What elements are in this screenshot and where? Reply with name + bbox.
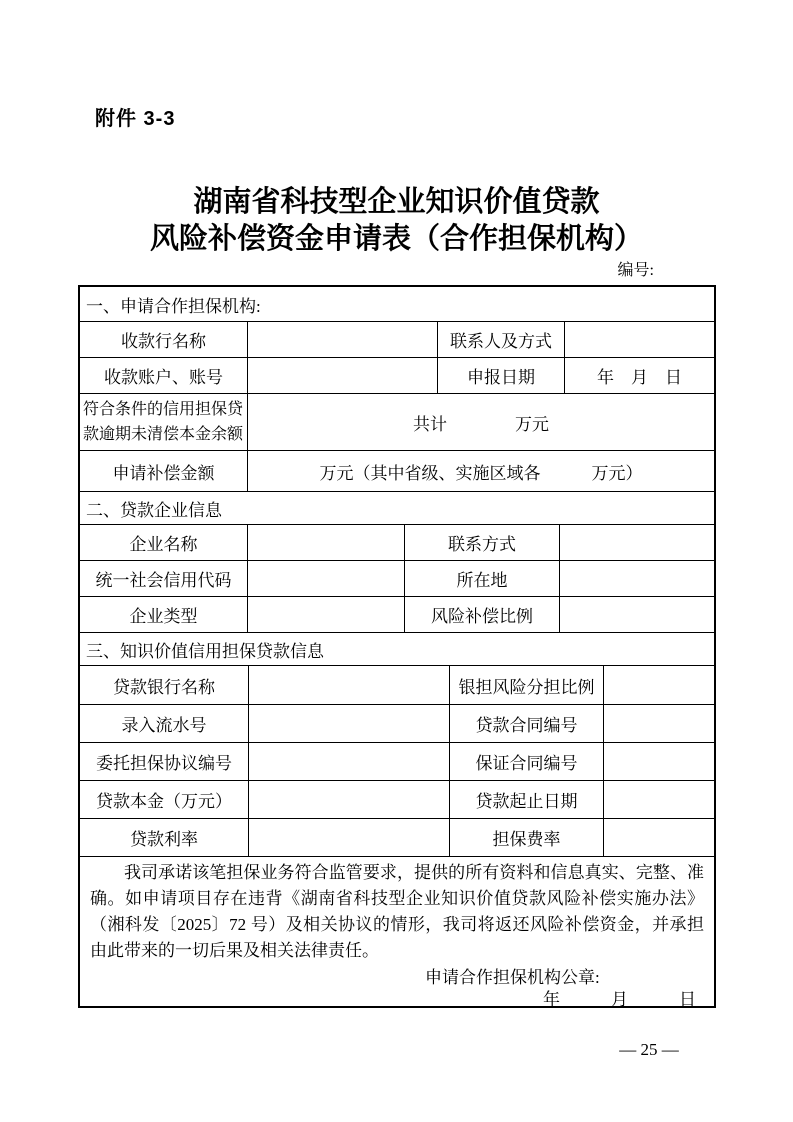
field-label: 保证合同编号 bbox=[450, 743, 604, 780]
field-value bbox=[249, 819, 450, 856]
field-value bbox=[604, 666, 714, 704]
field-label: 贷款利率 bbox=[80, 819, 249, 856]
field-value bbox=[248, 358, 438, 393]
field-label: 录入流水号 bbox=[80, 705, 249, 742]
field-label: 申报日期 bbox=[438, 358, 565, 393]
field-label: 所在地 bbox=[405, 561, 560, 596]
field-value: 共计 万元 bbox=[413, 414, 549, 434]
table-row bbox=[80, 358, 714, 394]
section-1-header: 一、申请合作担保机构: bbox=[80, 287, 714, 322]
form-title-line2: 风险补偿资金申请表（合作担保机构） bbox=[149, 223, 643, 255]
field-value bbox=[249, 743, 450, 780]
field-value: 万元（其中省级、实施区域各 万元） bbox=[319, 463, 643, 483]
field-value bbox=[248, 561, 405, 596]
number-label: 编号: bbox=[617, 262, 654, 279]
field-label: 符合条件的信用担保贷款逾期未清偿本金余额 bbox=[80, 394, 248, 450]
field-label: 申请补偿金额 bbox=[80, 451, 248, 491]
form-title-line1: 湖南省科技型企业知识价值贷款 bbox=[193, 186, 600, 218]
application-form-table bbox=[78, 285, 716, 1008]
field-label: 统一社会信用代码 bbox=[80, 561, 248, 596]
section-3-header: 三、知识价值信用担保贷款信息 bbox=[80, 633, 714, 666]
field-value bbox=[565, 322, 714, 357]
table-row bbox=[80, 451, 714, 492]
field-label: 联系方式 bbox=[405, 525, 560, 560]
field-label: 贷款起止日期 bbox=[450, 781, 604, 818]
table-row bbox=[80, 857, 714, 1006]
field-value bbox=[560, 561, 714, 596]
field-label: 企业类型 bbox=[80, 597, 248, 632]
page-number: — 25 — bbox=[619, 1040, 679, 1059]
table-row bbox=[80, 597, 714, 633]
field-label: 委托担保协议编号 bbox=[80, 743, 249, 780]
field-label: 企业名称 bbox=[80, 525, 248, 560]
declaration-block bbox=[80, 857, 714, 1006]
form-title bbox=[0, 184, 793, 258]
field-value bbox=[604, 743, 714, 780]
field-value bbox=[248, 525, 405, 560]
field-value bbox=[560, 597, 714, 632]
field-label: 风险补偿比例 bbox=[405, 597, 560, 632]
field-value bbox=[249, 781, 450, 818]
field-value bbox=[604, 705, 714, 742]
field-label: 贷款合同编号 bbox=[450, 705, 604, 742]
field-value bbox=[249, 666, 450, 704]
field-value bbox=[560, 525, 714, 560]
field-label: 贷款银行名称 bbox=[80, 666, 249, 704]
table-row bbox=[80, 705, 714, 743]
field-value bbox=[249, 705, 450, 742]
field-label: 贷款本金（万元） bbox=[80, 781, 249, 818]
field-value bbox=[604, 819, 714, 856]
table-row bbox=[80, 781, 714, 819]
field-value bbox=[604, 781, 714, 818]
section-2-header: 二、贷款企业信息 bbox=[80, 492, 714, 525]
table-row bbox=[80, 819, 714, 857]
table-row bbox=[80, 743, 714, 781]
field-value: 年 月 日 bbox=[597, 368, 682, 387]
declaration-paragraph: 我司承诺该笔担保业务符合监管要求，提供的所有资料和信息真实、完整、准确。如申请项目存在违背《湖南省科技型企业知识价值贷款风险补偿实施办法》（湘科发〔2025〕72 号）及相关协议的情形，我司将返还风险补偿资金，并承担由此带来的一切后果及相关法律责任。 bbox=[90, 863, 704, 960]
attachment-label: 附件 3-3 bbox=[95, 108, 176, 130]
field-value bbox=[248, 597, 405, 632]
field-label: 收款行名称 bbox=[80, 322, 248, 357]
table-row bbox=[80, 322, 714, 358]
field-label: 银担风险分担比例 bbox=[450, 666, 604, 704]
field-value bbox=[248, 322, 438, 357]
date-label: 年 月 日 bbox=[543, 990, 696, 1006]
table-row bbox=[80, 561, 714, 597]
field-label: 担保费率 bbox=[450, 819, 604, 856]
table-row bbox=[80, 394, 714, 451]
field-label: 收款账户、账号 bbox=[80, 358, 248, 393]
table-row bbox=[80, 525, 714, 561]
field-label: 联系人及方式 bbox=[438, 322, 565, 357]
table-row bbox=[80, 666, 714, 705]
seal-label: 申请合作担保机构公章: bbox=[425, 968, 600, 987]
